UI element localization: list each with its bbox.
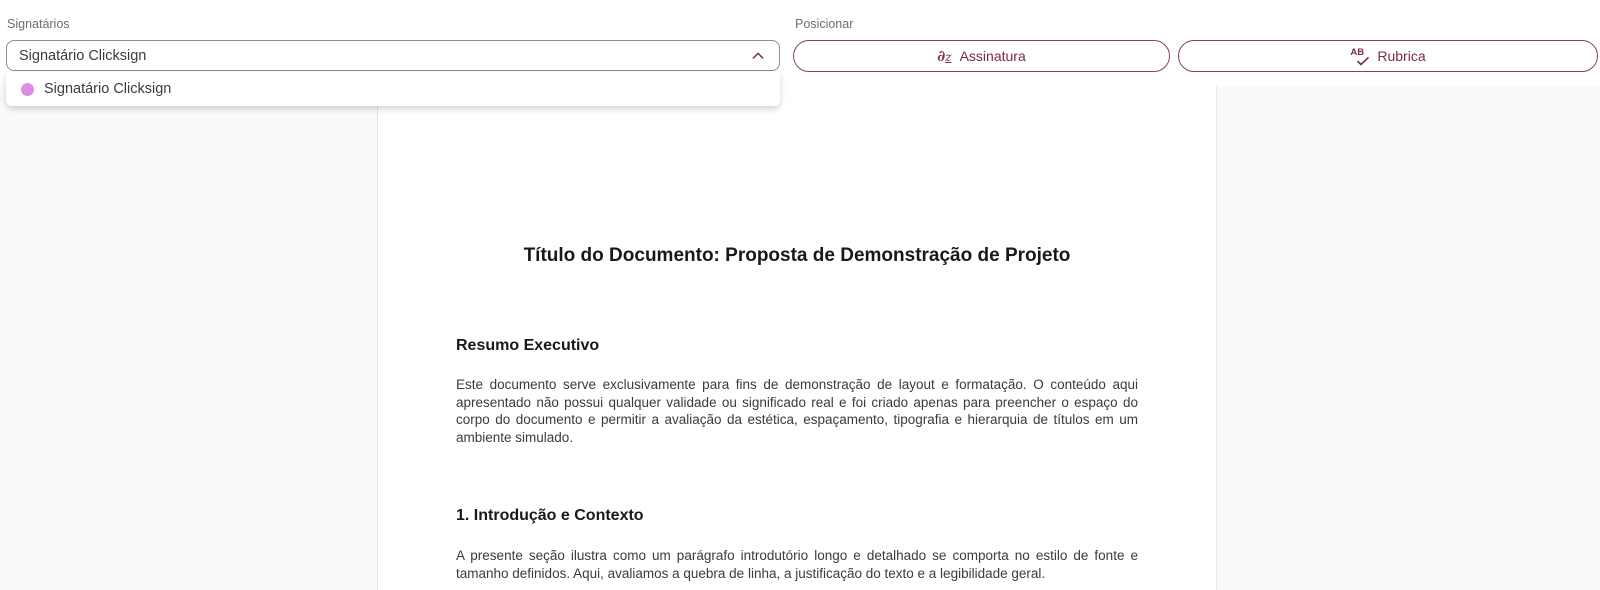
section-heading-resumo: Resumo Executivo [456,337,600,354]
signature-icon: ∂z [937,46,952,65]
signature-button-label: Assinatura [959,48,1026,64]
initials-button[interactable] [1178,40,1598,72]
document-title: Título do Documento: Proposta de Demonstração de Projeto [523,245,1071,266]
initials-icon: AB [1350,47,1369,66]
signer-option-label: Signatário Clicksign [44,81,172,97]
chevron-up-icon [750,48,766,64]
signer-color-dot [21,83,34,96]
signers-label: Signatários [7,17,70,31]
section-paragraph-resumo: Este documento serve exclusivamente para fins de demonstração de layout e formatação. O conteúdo aqui apresentado não possui qualquer validade ou significado real e foi criado apenas para preencher o espaço do corpo do documento e permitir a avaliação da estética, espaçamento, tipografia e hierarquia de títulos em um ambiente simulado. [456,377,1138,445]
section-paragraph-introducao: A presente seção ilustra como um parágrafo introdutório longo e detalhado se comporta no estilo de fonte e tamanho definidos. Aqui, avaliamos a quebra de linha, a justificação do texto e a legibilidade geral. [456,548,1138,581]
check-icon [1357,57,1369,66]
signer-select-value: Signatário Clicksign [19,47,147,64]
signer-select[interactable] [6,40,780,71]
initials-button-label: Rubrica [1377,48,1426,64]
position-label: Posicionar [795,17,854,31]
signature-button[interactable] [793,40,1170,72]
section-heading-introducao: 1. Introdução e Contexto [456,507,644,524]
signer-dropdown [6,72,780,106]
signer-option[interactable] [6,72,780,106]
document-viewer [0,86,1600,590]
document-page [377,86,1217,590]
